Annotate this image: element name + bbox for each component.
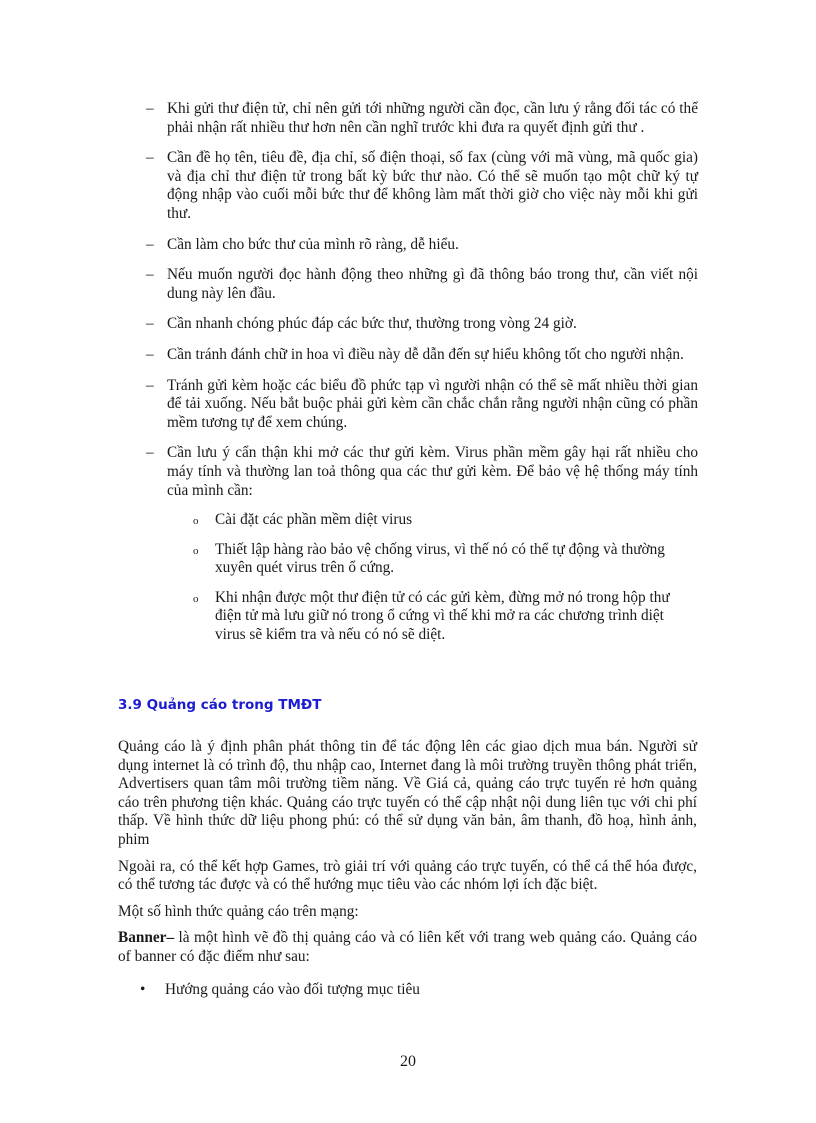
paragraph: Một số hình thức quảng cáo trên mạng:	[118, 902, 359, 920]
circle-bullet-icon: o	[193, 515, 199, 528]
circle-bullet-icon: o	[193, 592, 199, 605]
dash-bullet-icon: –	[146, 100, 154, 117]
list-item-text: Cần làm cho bức thư của mình rõ ràng, dễ hiểu.	[167, 235, 459, 253]
circle-bullet-icon: o	[193, 544, 199, 557]
list-item-text: Cần nhanh chóng phúc đáp các bức thư, thường trong vòng 24 giờ.	[167, 315, 577, 333]
section-heading: 3.9 Quảng cáo trong TMĐT	[118, 697, 322, 713]
dash-bullet-icon: –	[146, 235, 154, 253]
paragraph: Quảng cáo là ý định phân phát thông tin để tác động lên các giao dịch mua bán. Người sử dụng internet là có trình độ, thu nhập cao, Internet đang là môi trường truyền thông phát triển, Advertisers quan tâm môi trường tiềm năng. Về Giá cả, quảng cáo trực tuyến rẻ hơn quảng cáo trên phương tiện khác. Quảng cáo trực tuyến có thể cập nhật nội dung liên tục với chi phí thấp. Về hình thức dữ liệu phong phú: có thể sử dụng văn bản, âm thanh, đồ hoạ, hình ảnh, phim	[118, 738, 697, 848]
list-item-text: Cần đề họ tên, tiêu đề, địa chỉ, số điện thoại, số fax (cùng với mã vùng, mã quốc gia) và địa chỉ thư điện tử trong bất kỳ bức thư nào. Có thể sẽ muốn tạo một chữ ký tự động nhập vào cuối mỗi bức thư để không làm mất thời giờ cho việc này mỗi khi gửi thư.	[167, 149, 698, 222]
list-item	[146, 377, 698, 433]
list-item	[146, 266, 698, 303]
list-item	[146, 149, 698, 223]
dash-bullet-icon: –	[146, 315, 154, 333]
list-item	[140, 981, 697, 1000]
list-item-text: Cần tránh đánh chữ in hoa vì điều này dễ dẫn đến sự hiểu không tốt cho người nhận.	[167, 345, 684, 363]
list-item	[146, 236, 698, 255]
banner-paragraph	[118, 929, 697, 966]
sub-list-item	[193, 511, 678, 530]
sub-list-item	[193, 589, 678, 645]
round-bullet-icon: •	[140, 980, 146, 998]
sub-list-item-text: Thiết lập hàng rào bảo vệ chống virus, vì thế nó có thể tự động và thường xuyên quét virus trên ổ cứng.	[215, 540, 665, 577]
list-item-text: Hướng quảng cáo vào đối tượng mục tiêu	[165, 980, 420, 998]
dash-bullet-icon: –	[146, 266, 154, 284]
section-body	[118, 738, 697, 999]
sub-list-item-text: Khi nhận được một thư điện tử có các gửi kèm, đừng mở nó trong hộp thư điện tử mà lưu giữ nó trong ổ cứng vì thế khi mở ra các chương trình diệt virus sẽ kiểm tra và nếu có nó sẽ diệt.	[215, 588, 670, 644]
list-item-text: Khi gửi thư điện tử, chỉ nên gửi tới những người cần đọc, cần lưu ý rằng đối tác có thể phải nhận rất nhiều thư hơn nên cần nghĩ trước khi đưa ra quyết định gửi thư .	[167, 100, 698, 136]
list-item	[146, 444, 698, 644]
list-item-text: Cần lưu ý cẩn thận khi mở các thư gửi kèm. Virus phần mềm gây hại rất nhiều cho máy tính và thường lan toả thông qua các thư gửi kèm. Để bảo vệ hệ thống máy tính của mình cần:	[167, 444, 698, 499]
list-item	[146, 346, 698, 365]
banner-features-list	[140, 981, 697, 1000]
dash-bullet-icon: –	[146, 444, 154, 462]
sub-list-item	[193, 541, 678, 578]
list-item	[146, 100, 698, 137]
page-number: 20	[400, 1053, 416, 1070]
dash-bullet-icon: –	[146, 376, 154, 394]
list-item	[146, 315, 698, 334]
email-etiquette-list	[146, 100, 698, 657]
list-item-text: Tránh gửi kèm hoặc các biểu đồ phức tạp vì người nhận có thể sẽ mất nhiều thời gian để tải xuống. Nếu bắt buộc phải gửi kèm cần chắc chắn rằng người nhận cũng có phần mềm tương tự để xem chúng.	[167, 376, 698, 431]
dash-bullet-icon: –	[146, 149, 154, 167]
list-item-text: Nếu muốn người đọc hành động theo những gì đã thông báo trong thư, cần viết nội dung này lên đầu.	[167, 266, 698, 302]
banner-description: là một hình vẽ đồ thị quảng cáo và có liên kết với trang web quảng cáo. Quảng cáo of banner có đặc điểm như sau:	[118, 929, 697, 965]
banner-term: Banner–	[118, 929, 175, 947]
virus-protection-sublist	[193, 511, 678, 645]
paragraph: Ngoài ra, có thể kết hợp Games, trò giải trí với quảng cáo trực tuyến, có thể cá thể hóa được, có thể tương tác được và có thể hướng mục tiêu vào các nhóm lợi ích đặc biệt.	[118, 857, 697, 894]
sub-list-item-text: Cài đặt các phần mềm diệt virus	[215, 511, 413, 529]
dash-bullet-icon: –	[146, 345, 154, 363]
